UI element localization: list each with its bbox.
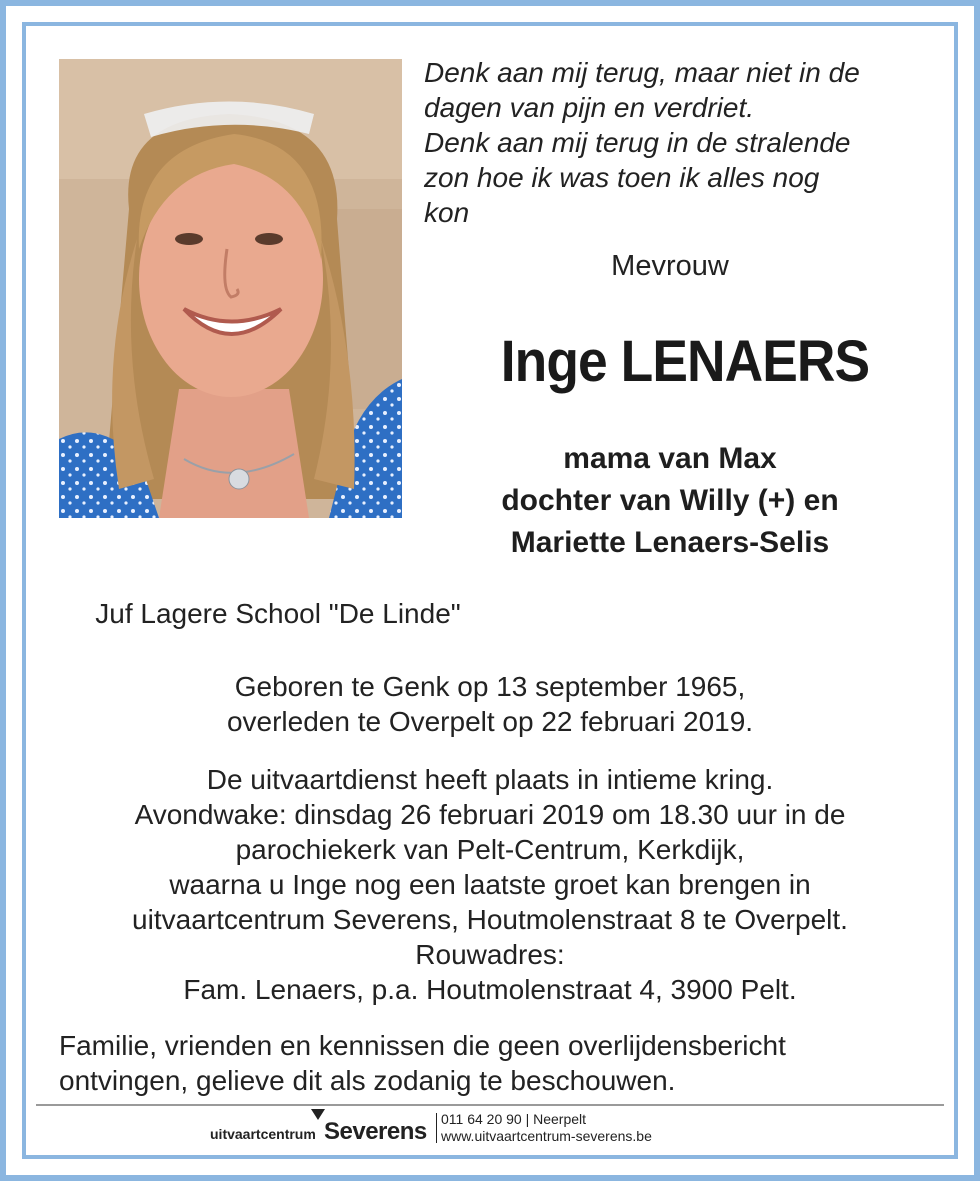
family-relations — [420, 438, 920, 564]
service-line: Avondwake: dinsdag 26 februari 2019 om 18.30 uur in de — [134, 799, 846, 830]
service-line: waarna u Inge nog een laatste groet kan brengen in — [169, 869, 811, 900]
birth-line: Geboren te Genk op 13 september 1965, — [234, 671, 746, 702]
contact-info — [441, 1111, 652, 1145]
logo-separator — [436, 1113, 437, 1143]
service-info — [40, 762, 940, 1007]
relation-line: dochter van Willy (+) en — [501, 484, 839, 517]
service-line: Rouwadres: — [415, 939, 565, 970]
honorific: Mevrouw — [611, 250, 729, 282]
relation-line: mama van Max — [563, 442, 777, 475]
service-line: De uitvaartdienst heeft plaats in intieme kring. — [206, 764, 774, 795]
deceased-name: Inge LENAERS — [500, 329, 870, 394]
poem — [424, 55, 924, 230]
service-line: Fam. Lenaers, p.a. Houtmolenstraat 4, 3900 Pelt. — [183, 974, 797, 1005]
logo-subtitle: uitvaartcentrum — [210, 1126, 316, 1142]
portrait-photo — [59, 59, 402, 518]
notice-line: ontvingen, gelieve dit als zodanig te beschouwen. — [59, 1065, 676, 1096]
contact-website[interactable]: www.uitvaartcentrum-severens.be — [441, 1128, 652, 1144]
logo-triangle-icon — [311, 1109, 325, 1120]
poem-line: Denk aan mij terug in de stralende — [424, 127, 851, 158]
logo-name: Severens — [324, 1118, 427, 1145]
contact-phone: 011 64 20 90 | Neerpelt — [441, 1111, 587, 1127]
occupation-block — [40, 596, 940, 631]
poem-line: Denk aan mij terug, maar niet in de — [424, 57, 860, 88]
notice — [59, 1028, 939, 1098]
death-line: overleden te Overpelt op 22 februari 2019. — [226, 706, 754, 737]
divider — [36, 1104, 944, 1106]
poem-line: dagen van pijn en verdriet. — [424, 92, 754, 123]
relation-line: Mariette Lenaers-Selis — [510, 526, 830, 559]
service-line: parochiekerk van Pelt-Centrum, Kerkdijk, — [235, 834, 745, 865]
service-line: uitvaartcentrum Severens, Houtmolenstraat 8 te Overpelt. — [132, 904, 848, 935]
poem-line: zon hoe ik was toen ik alles nog — [424, 162, 820, 193]
poem-line: kon — [424, 197, 470, 228]
occupation: Juf Lagere School "De Linde" — [95, 598, 461, 629]
dates-block — [40, 669, 940, 739]
notice-line: Familie, vrienden en kennissen die geen overlijdensbericht — [59, 1030, 786, 1061]
